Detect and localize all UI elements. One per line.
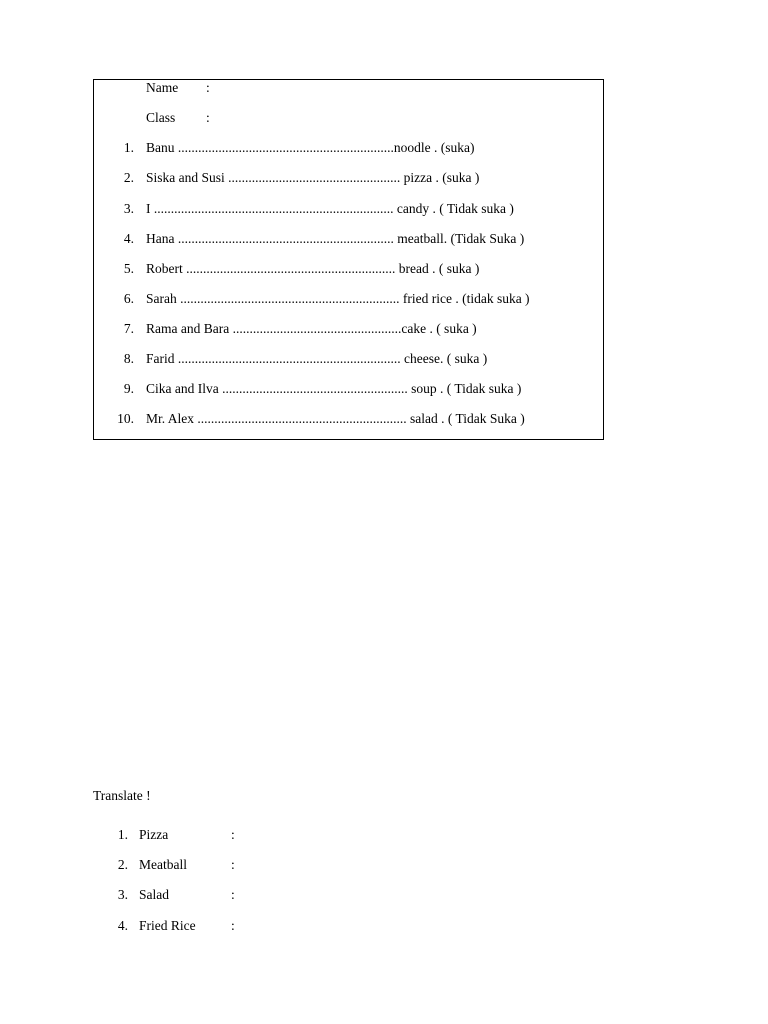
item-text: I ....................................................................... candy . ( Tidak suka ) <box>146 201 514 216</box>
item-word: Salad <box>139 887 169 902</box>
name-colon: : <box>206 80 210 95</box>
translate-heading: Translate ! <box>93 788 151 803</box>
item-text: Robert .............................................................. bread . ( suka ) <box>146 261 480 276</box>
item-number: 7. <box>123 321 134 336</box>
item-colon: : <box>231 918 235 933</box>
item-text: Cika and Ilva ....................................................... soup . ( Tidak suka ) <box>146 381 522 396</box>
item-text: Siska and Susi ................................................... pizza . (suka ) <box>146 170 480 185</box>
item-text: Sarah ................................................................. fried rice . (tidak suka ) <box>146 291 530 306</box>
class-colon: : <box>206 110 210 125</box>
item-number: 9. <box>123 381 134 396</box>
item-word: Meatball <box>139 857 187 872</box>
name-label: Name <box>146 80 179 95</box>
item-number: 2. <box>117 857 128 872</box>
item-number: 4. <box>123 231 134 246</box>
item-text: Banu ................................................................noodle . (suka) <box>146 140 475 155</box>
item-word: Fried Rice <box>139 918 196 933</box>
item-colon: : <box>231 827 235 842</box>
item-number: 10. <box>117 411 134 426</box>
item-number: 1. <box>117 827 128 842</box>
item-colon: : <box>231 887 235 902</box>
item-text: Rama and Bara ..................................................cake . ( suka ) <box>146 321 477 336</box>
item-number: 4. <box>117 918 128 933</box>
item-number: 2. <box>123 170 134 185</box>
item-number: 1. <box>123 140 134 155</box>
class-label: Class <box>146 110 176 125</box>
item-text: Hana ................................................................ meatball. (Tidak Suka ) <box>146 231 525 246</box>
worksheet-box <box>93 79 604 440</box>
item-number: 8. <box>123 351 134 366</box>
item-number: 5. <box>123 261 134 276</box>
item-text: Farid .................................................................. cheese. ( suka ) <box>146 351 488 366</box>
item-number: 6. <box>123 291 134 306</box>
item-number: 3. <box>123 201 134 216</box>
item-number: 3. <box>117 887 128 902</box>
item-colon: : <box>231 857 235 872</box>
item-text: Mr. Alex .............................................................. salad . ( Tidak Suka ) <box>146 411 525 426</box>
item-word: Pizza <box>139 827 169 842</box>
